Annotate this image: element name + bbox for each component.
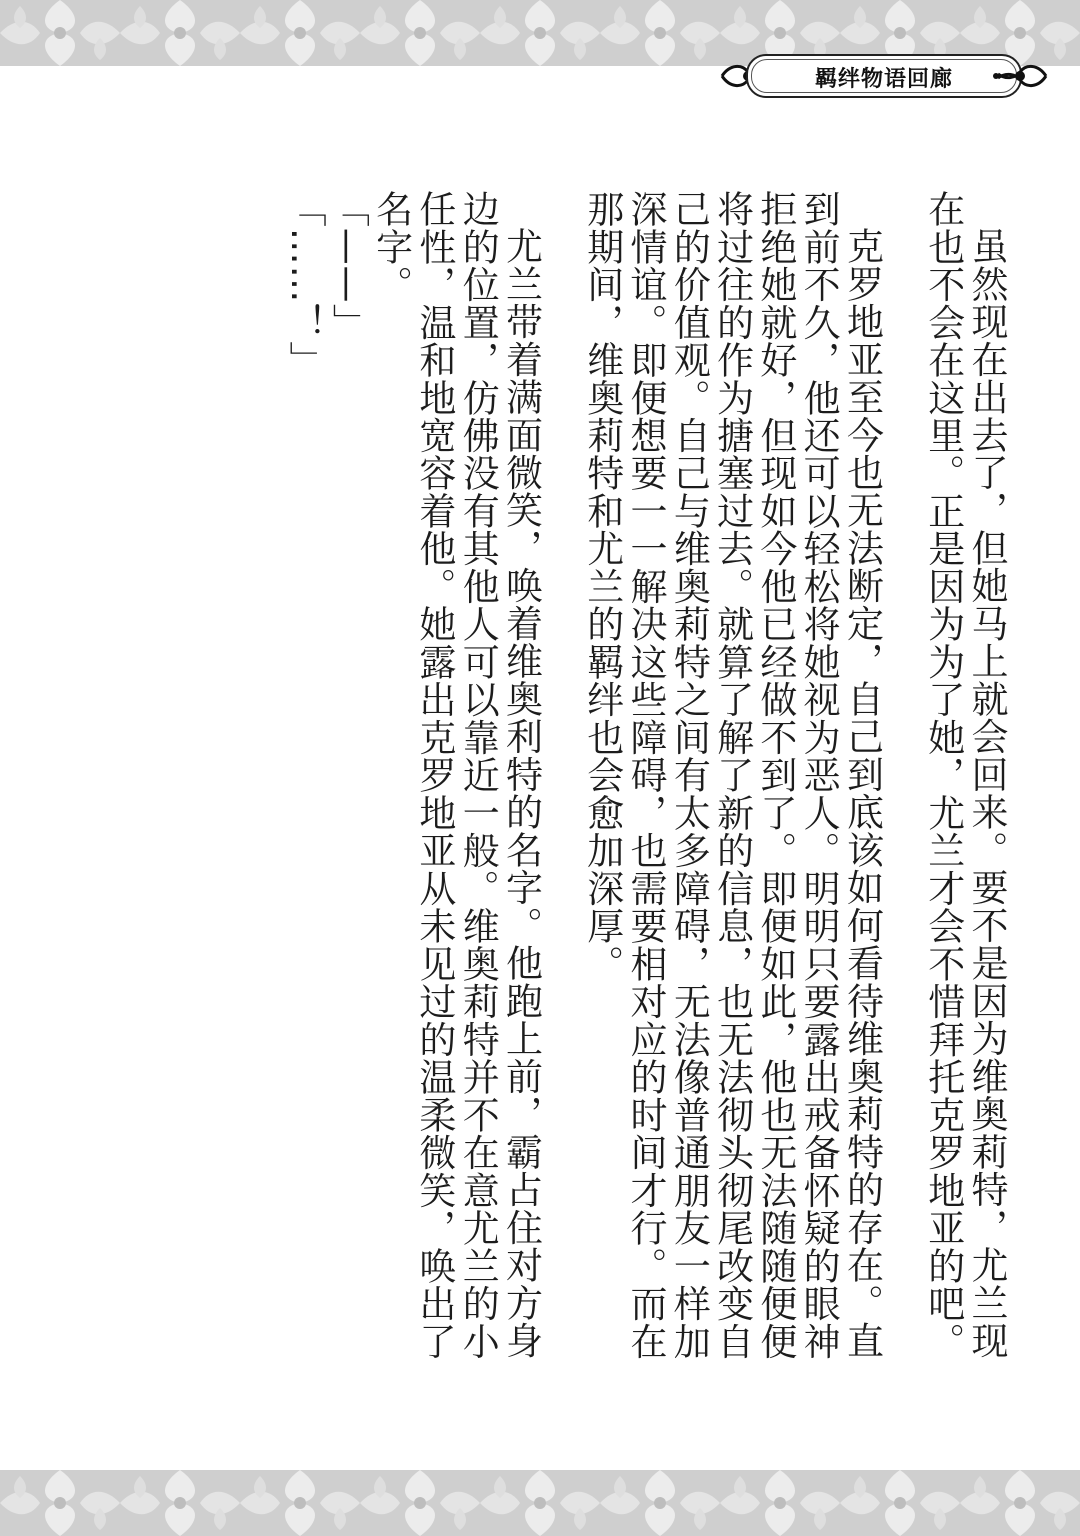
flourish-right-icon (990, 58, 1050, 94)
damask-pattern-bottom (0, 1470, 1080, 1536)
dialogue-line-2: 「……！」 (283, 190, 327, 379)
header-title-plate (746, 54, 1022, 98)
dialogue-line-1: 「——」 (326, 190, 370, 341)
bottom-damask-band (0, 1470, 1080, 1536)
vertical-body-text (283, 190, 1008, 1390)
paragraph-3: 尤兰带着满面微笑，唤着维奥利特的名字。他跑上前，霸占住对方身边的位置，仿佛没有其他人可以靠近一般。维奥莉特并不在意尤兰的小任性，温和地宽容着他。她露出克罗地亚从未见过的温柔微笑，唤出了名字。 (369, 190, 543, 1360)
paragraph-1: 虽然现在出去了，但她马上就会回来。要不是因为维奥莉特，尤兰现在也不会在这里。正是因为为了她，尤兰才会不惜拜托克罗地亚的吧。 (921, 190, 1008, 1360)
header-title: 羁绊物语回廊 (814, 66, 953, 92)
running-header (718, 50, 1050, 100)
paragraph-2: 克罗地亚至今也无法断定，自己到底该如何看待维奥莉特的存在。直到前不久，他还可以轻松将她视为恶人。明明只要露出戒备怀疑的眼神拒绝她就好，但现如今他已经做不到了。即便如此，他也无法随随便便将过往的作为搪塞过去。就算了解了新的信息，也无法彻头彻尾改变自己的价值观。自己与维奥莉特之间有太多障碍，无法像普通朋友一样加深情谊。即便想要一一解决这些障碍，也需要相对应的时间才行。而在那期间，维奥莉特和尤兰的羁绊也会愈加深厚。 (580, 190, 884, 1360)
